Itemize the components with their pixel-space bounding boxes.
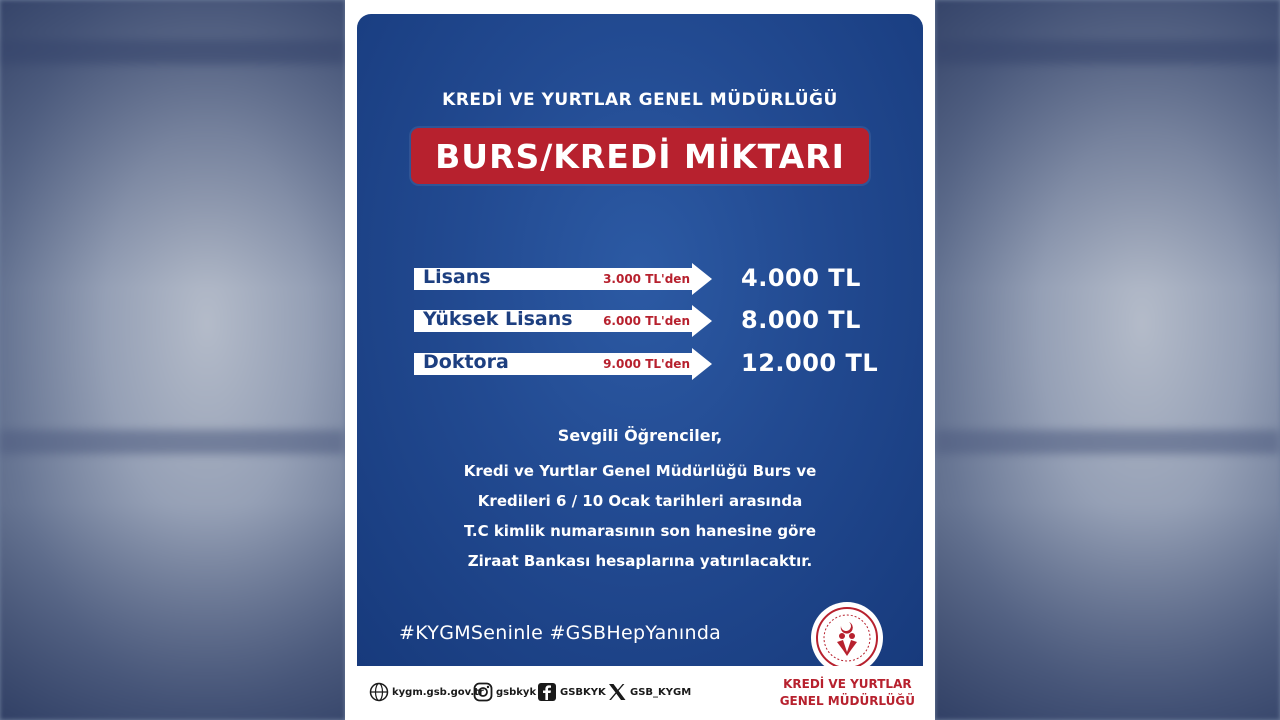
website-link[interactable] (369, 682, 484, 702)
education-level: Yüksek Lisans (423, 308, 573, 330)
facebook-text: GSBKYK (560, 686, 606, 698)
announcement-poster (345, 0, 935, 720)
amount-row-lisans (414, 263, 884, 295)
website-text: kygm.gsb.gov.tr (392, 686, 484, 698)
footer-brand (780, 676, 915, 710)
instagram-icon (473, 682, 493, 702)
education-level: Lisans (423, 266, 491, 288)
instagram-link[interactable] (473, 682, 536, 702)
poster-footer (357, 666, 923, 720)
message-line: T.C kimlik numarasının son hanesine göre (463, 522, 817, 540)
new-amount: 12.000 TL (741, 349, 879, 377)
x-text: GSB_KYGM (630, 686, 692, 698)
x-icon (607, 682, 627, 702)
old-amount: 9.000 TL'den (603, 357, 690, 371)
blurred-background-left (0, 0, 345, 720)
title-badge-text: BURS/KREDİ MİKTARI (435, 136, 845, 176)
message-line: Kredileri 6 / 10 Ocak tarihleri arasında (477, 492, 803, 510)
message-line: Kredi ve Yurtlar Genel Müdürlüğü Burs ve (463, 462, 817, 480)
message-line: Ziraat Bankası hesaplarına yatırılacaktır. (467, 552, 813, 570)
old-amount: 3.000 TL'den (603, 272, 690, 286)
education-level: Doktora (423, 351, 509, 373)
facebook-link[interactable] (537, 682, 606, 702)
globe-icon (369, 682, 389, 702)
new-amount: 8.000 TL (741, 306, 861, 334)
amount-row-doktora (414, 348, 884, 380)
old-amount: 6.000 TL'den (603, 314, 690, 328)
hashtags: #KYGMSeninle #GSBHepYanında (399, 622, 722, 644)
arrow-shape (414, 305, 712, 337)
arrow-shape (414, 348, 712, 380)
poster-card (357, 14, 923, 666)
arrow-shape (414, 263, 712, 295)
seal-logo (811, 602, 883, 666)
amount-row-yuksek-lisans (414, 305, 884, 337)
organization-title: KREDİ VE YURTLAR GENEL MÜDÜRLÜĞÜ (442, 90, 838, 110)
footer-brand-line: GENEL MÜDÜRLÜĞÜ (779, 694, 915, 708)
x-link[interactable] (607, 682, 691, 702)
blurred-background-right (935, 0, 1280, 720)
greeting: Sevgili Öğrenciler, (557, 426, 723, 445)
footer-brand-line: KREDİ VE YURTLAR (783, 677, 912, 691)
new-amount: 4.000 TL (741, 264, 861, 292)
title-badge (411, 128, 869, 184)
announcement-message (357, 456, 923, 576)
instagram-text: gsbkyk (496, 686, 537, 698)
facebook-icon (537, 682, 557, 702)
